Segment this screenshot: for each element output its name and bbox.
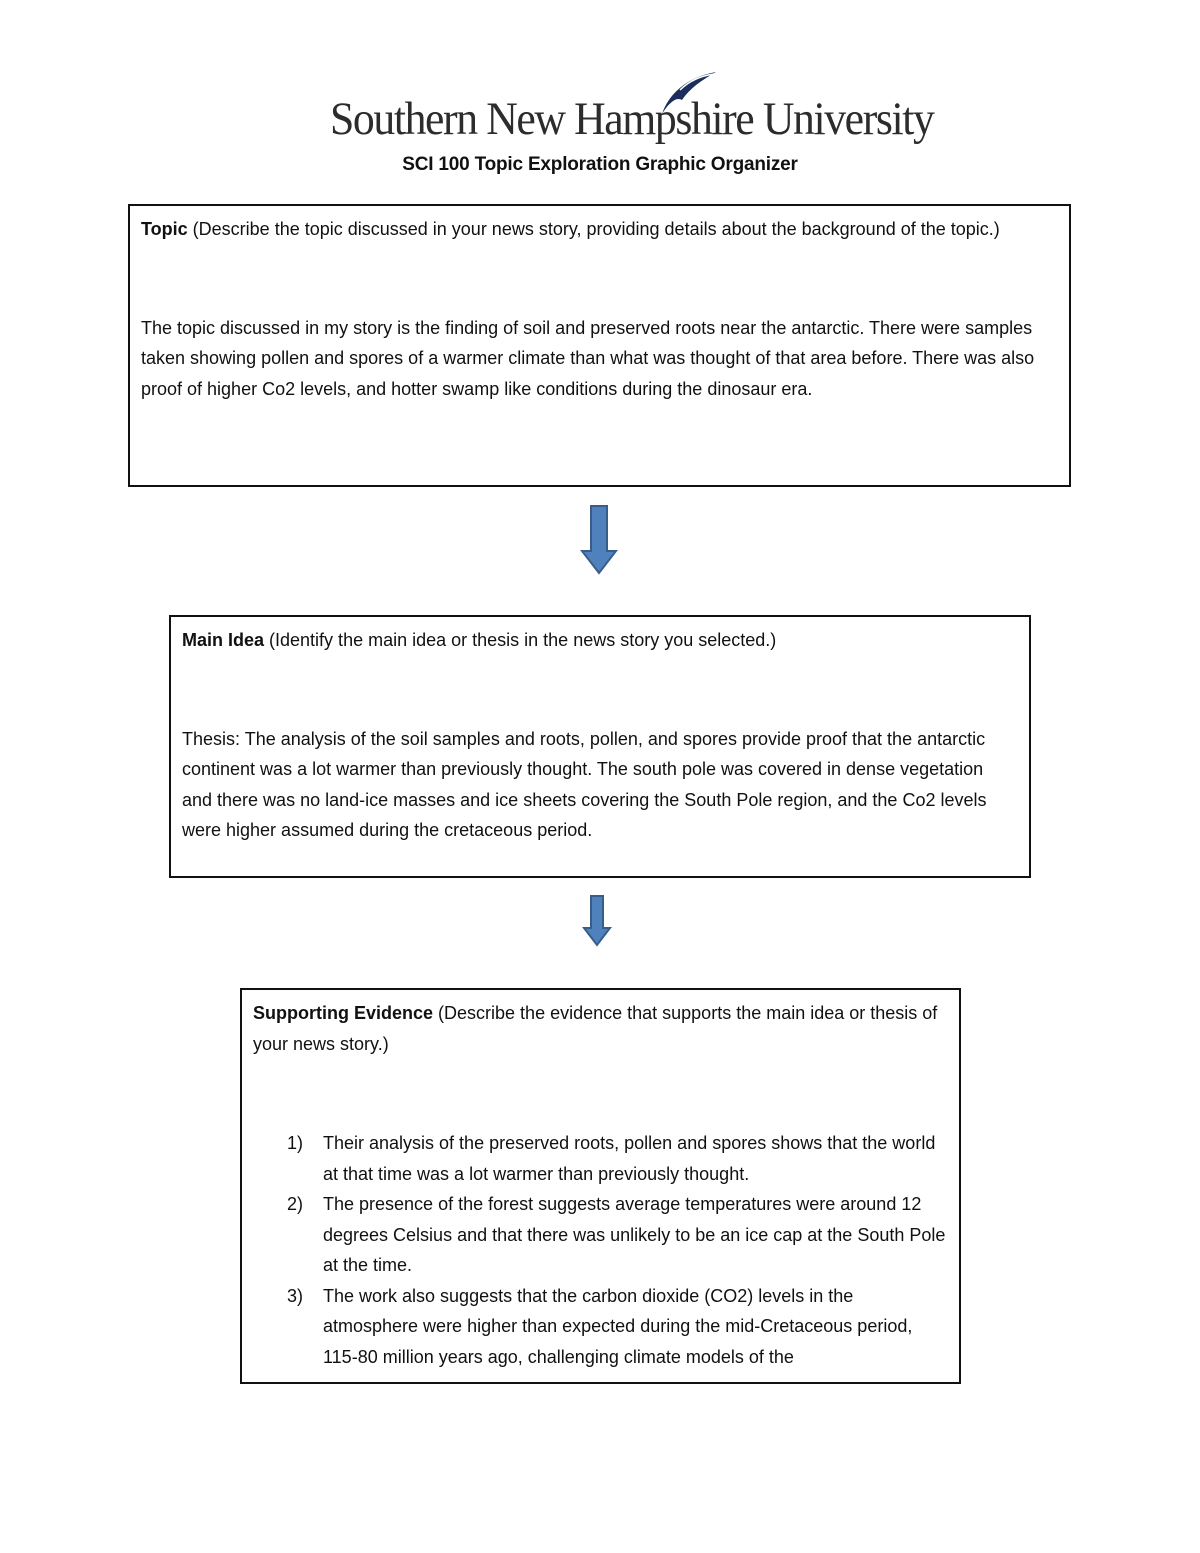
topic-box <box>128 204 1071 487</box>
logo-wordmark: Southern New Hampshire University <box>330 93 934 145</box>
supporting-evidence-box <box>240 988 961 1384</box>
evidence-item <box>253 1189 948 1281</box>
main-idea-box <box>169 615 1031 878</box>
evidence-list <box>253 1128 948 1372</box>
evidence-heading: Supporting Evidence <box>253 1003 434 1023</box>
evidence-number: 1) <box>287 1133 304 1153</box>
evidence-text: Their analysis of the preserved roots, pollen and spores shows that the world at that time was a lot warmer than previously thought. <box>323 1133 936 1184</box>
main-idea-answer: Thesis: The analysis of the soil samples and roots, pollen, and spores provide proof that the antarctic continent was a lot warmer than previously thought. The south pole was covered in dense vegetation and there was no land-ice masses and ice sheets covering the South Pole region, and the Co2 levels were higher assumed during the cretaceous period. <box>182 728 987 840</box>
evidence-text: The work also suggests that the carbon dioxide (CO2) levels in the atmosphere were higher than expected during the mid-Cretaceous period, 115-80 million years ago, challenging climate models of the <box>323 1285 913 1367</box>
main-idea-prompt <box>182 625 1018 656</box>
university-logo <box>330 70 934 155</box>
evidence-prompt <box>253 998 948 1059</box>
main-idea-instruction: (Identify the main idea or thesis in the news story you selected.) <box>264 630 777 650</box>
down-arrow-icon <box>582 895 612 947</box>
topic-prompt <box>141 214 1058 245</box>
main-idea-heading: Main Idea <box>182 630 265 650</box>
evidence-item <box>253 1281 948 1373</box>
evidence-item <box>253 1128 948 1189</box>
evidence-number: 3) <box>287 1285 304 1306</box>
evidence-text: The presence of the forest suggests average temperatures were around 12 degrees Celsius and that there was unlikely to be an ice cap at the South Pole at the time. <box>323 1194 946 1275</box>
topic-answer: The topic discussed in my story is the finding of soil and preserved roots near the antarctic. There were samples taken showing pollen and spores of a warmer climate than what was thought of that area before. There was also proof of higher Co2 levels, and hotter swamp like conditions during the dinosaur era. <box>141 317 1035 399</box>
topic-instruction: (Describe the topic discussed in your news story, providing details about the background of the topic.) <box>187 219 1000 239</box>
evidence-instruction: (Describe the evidence that supports the main idea or thesis of your news story.) <box>253 1003 938 1054</box>
down-arrow-icon <box>580 505 618 575</box>
evidence-number: 2) <box>287 1194 304 1214</box>
document-title: SCI 100 Topic Exploration Graphic Organizer <box>402 154 798 175</box>
topic-heading: Topic <box>141 219 188 239</box>
